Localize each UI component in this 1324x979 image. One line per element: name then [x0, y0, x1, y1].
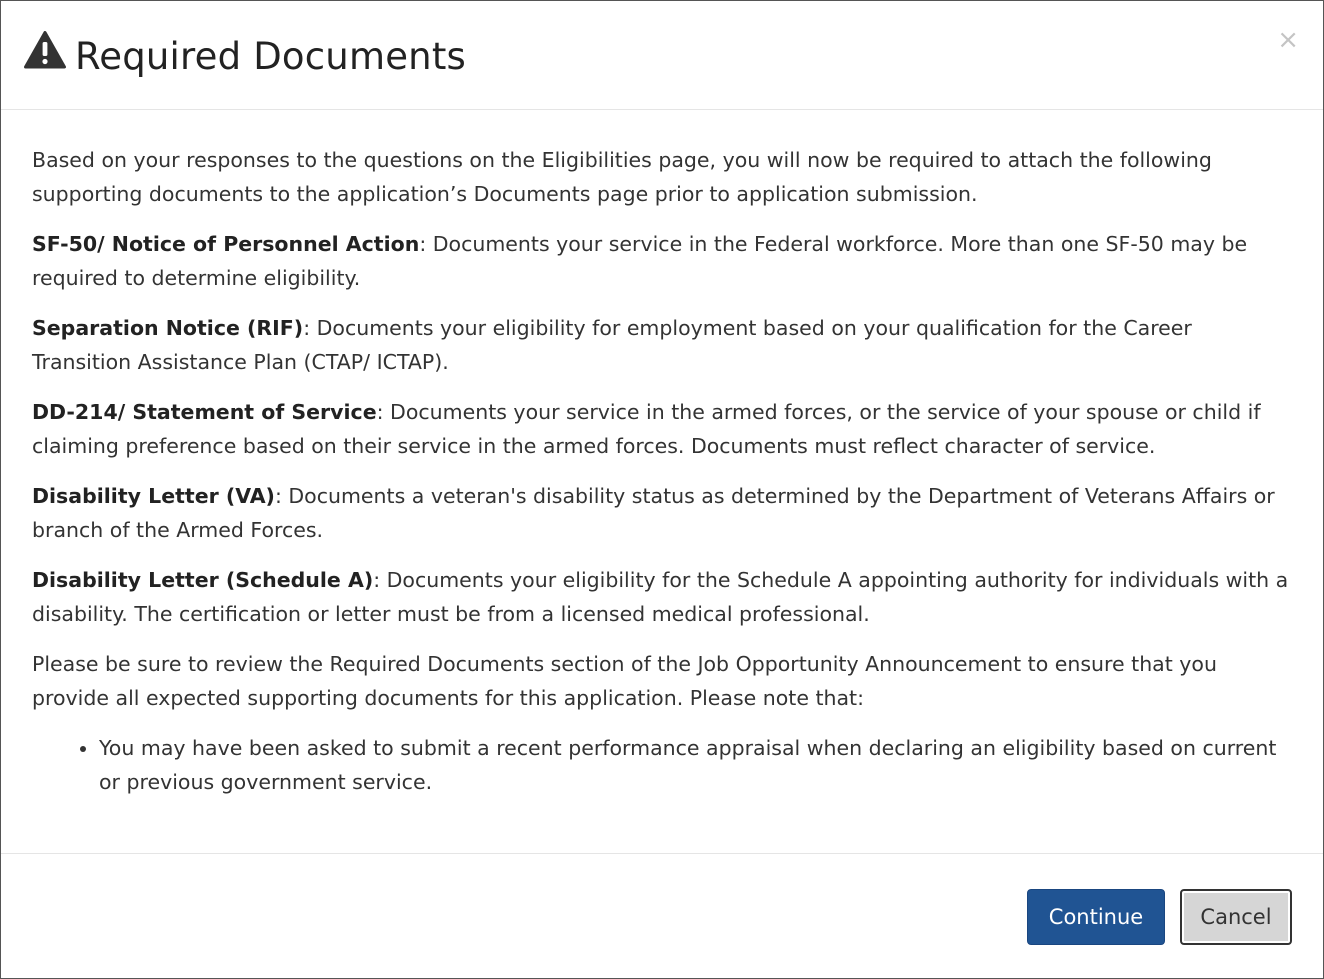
list-item: • You may have been asked to submit a recent performance appraisal when declaring an eligibility based on current or previous government service. — [99, 731, 1293, 799]
document-item-dd214 — [32, 395, 1293, 463]
cancel-button[interactable]: Cancel — [1180, 889, 1292, 945]
document-name: Disability Letter (Schedule A) — [32, 568, 374, 592]
document-item-sf50 — [32, 227, 1293, 295]
document-description: : Documents your eligibility for the Schedule A appointing authority for individuals with a disability. The certification or letter must be from a licensed medical professional. — [32, 568, 1289, 626]
document-description: : Documents your service in the Federal workforce. More than one SF-50 may be required to determine eligibility. — [32, 232, 1248, 290]
modal-title: Required Documents — [75, 35, 466, 78]
close-icon[interactable]: × — [1277, 25, 1299, 55]
document-name: Disability Letter (VA) — [32, 484, 275, 508]
document-item-disability-schedule-a — [32, 563, 1293, 631]
note-text: Please be sure to review the Required Documents section of the Job Opportunity Announcement to ensure that you provide all expected supporting documents for this application. Please note that: — [32, 652, 1217, 710]
document-name: DD-214/ Statement of Service — [32, 400, 377, 424]
document-item-disability-va — [32, 479, 1293, 547]
document-description: : Documents your eligibility for employment based on your qualification for the Career Transition Assistance Plan (CTAP/ ICTAP). — [32, 316, 1192, 374]
modal-footer — [1, 853, 1323, 979]
document-description: : Documents a veteran's disability status as determined by the Department of Veterans Affairs or branch of the Armed Forces. — [32, 484, 1275, 542]
document-description: : Documents your service in the armed forces, or the service of your spouse or child if claiming preference based on their service in the armed forces. Documents must reflect character of service. — [32, 400, 1261, 458]
modal-header — [1, 1, 1323, 110]
continue-button[interactable]: Continue — [1027, 889, 1165, 945]
modal-body — [32, 143, 1293, 799]
note-list — [32, 731, 1293, 799]
document-name: SF-50/ Notice of Personnel Action — [32, 232, 420, 256]
warning-icon — [24, 31, 66, 69]
document-name: Separation Notice (RIF) — [32, 316, 304, 340]
intro-text: Based on your responses to the questions on the Eligibilities page, you will now be required to attach the following supporting documents to the application’s Documents page prior to application submission. — [32, 148, 1212, 206]
document-item-separation-notice — [32, 311, 1293, 379]
